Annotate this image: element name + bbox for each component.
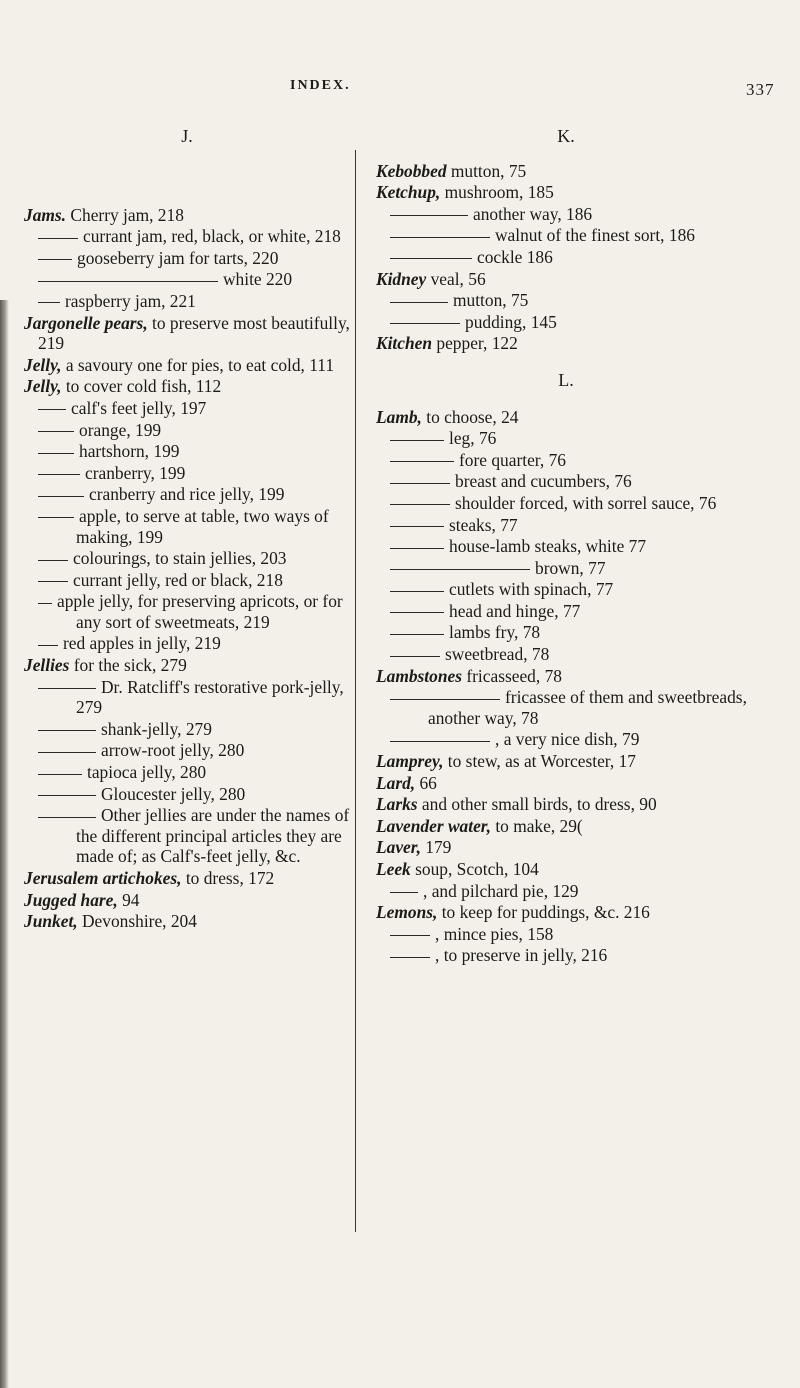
entry-text: to keep for puddings, &c. 216 [437, 902, 650, 923]
ditto-dash [390, 526, 444, 527]
entry-text: to preserve most beautifully, 219 [38, 312, 350, 354]
index-subentry [24, 591, 350, 632]
entry-text: Devonshire, 204 [77, 911, 197, 932]
index-entry [376, 407, 756, 428]
entry-text: shoulder forced, with sorrel sauce, 76 [455, 492, 717, 513]
index-subentry [376, 579, 756, 600]
ditto-dash [390, 892, 418, 893]
index-entry [24, 911, 350, 932]
index-entries-k [376, 161, 756, 354]
entry-text: breast and cucumbers, 76 [455, 471, 632, 492]
index-subentry [376, 687, 756, 728]
entry-heading: Jelly, [24, 354, 62, 375]
index-entry [24, 355, 350, 376]
running-header: INDEX. [290, 78, 351, 93]
entry-text: 179 [420, 837, 452, 858]
index-entry [24, 868, 350, 889]
entry-text: to make, 29( [490, 815, 583, 836]
entry-text: and other small birds, to dress, 90 [417, 794, 657, 815]
entry-text: Gloucester jelly, 280 [101, 783, 246, 804]
index-entry [376, 859, 756, 880]
index-entry [376, 837, 756, 858]
entry-text: a savoury one for pies, to eat cold, 111 [61, 354, 335, 375]
entry-text: calf's feet jelly, 197 [71, 397, 207, 418]
entry-heading: Larks [376, 794, 418, 815]
entry-text: cutlets with spinach, 77 [449, 579, 614, 600]
ditto-dash [38, 259, 72, 260]
ditto-dash [390, 591, 444, 592]
entry-text: mushroom, 185 [440, 182, 554, 203]
ditto-dash [38, 517, 74, 518]
ditto-dash [38, 688, 96, 689]
index-subentry [24, 762, 350, 783]
entry-text: mutton, 75 [453, 290, 529, 311]
entry-heading: Lard, [376, 772, 416, 793]
ditto-dash [38, 581, 68, 582]
index-entry [24, 655, 350, 676]
entry-text: to dress, 172 [181, 868, 275, 888]
section-letter-k: K. [557, 126, 575, 146]
ditto-dash [38, 774, 82, 775]
entry-text: currant jam, red, black, or white, 218 [83, 226, 341, 247]
entry-heading: Jellies [24, 655, 70, 676]
index-subentry [376, 515, 756, 536]
entry-text: red apples in jelly, 219 [63, 633, 221, 654]
entry-text: another way, 186 [473, 203, 593, 224]
index-entry [24, 205, 350, 226]
book-spine-shadow [0, 300, 9, 1388]
ditto-dash [38, 603, 52, 604]
ditto-dash [38, 409, 66, 410]
entry-text: gooseberry jam for tarts, 220 [77, 247, 279, 268]
entry-text: 66 [415, 772, 437, 793]
entry-heading: Jerusalem artichokes, [24, 868, 182, 888]
index-column-right [376, 126, 756, 967]
ditto-dash [38, 453, 74, 454]
index-subentry [376, 558, 756, 579]
entry-text: to choose, 24 [421, 406, 519, 427]
entry-heading: Leek [376, 859, 411, 879]
index-entry [376, 902, 756, 923]
ditto-dash [390, 656, 440, 657]
index-entry [376, 333, 756, 354]
entry-text: to stew, as at Worcester, 17 [443, 751, 636, 772]
entry-text: pepper, 122 [432, 333, 518, 354]
entry-heading: Ketchup, [376, 182, 441, 203]
entry-text: veal, 56 [426, 268, 486, 289]
entry-text: , a very nice dish, 79 [495, 729, 640, 750]
entry-text: currant jelly, red or black, 218 [73, 569, 283, 590]
index-subentry [24, 784, 350, 805]
ditto-dash [390, 302, 448, 303]
index-subentry [376, 644, 756, 665]
entry-heading: Kitchen [376, 333, 433, 354]
entry-text: apple, to serve at table, two ways of making, 199 [76, 505, 329, 547]
page-number: 337 [746, 80, 775, 99]
entry-heading: Lamb, [376, 406, 422, 427]
index-entry [376, 751, 756, 772]
ditto-dash [38, 496, 84, 497]
index-entry [24, 376, 350, 397]
index-subentry [376, 450, 756, 471]
ditto-dash [390, 569, 530, 570]
index-subentry [376, 945, 756, 966]
ditto-dash [38, 281, 218, 282]
index-subentry [376, 622, 756, 643]
ditto-dash [38, 795, 96, 796]
index-entry [376, 794, 756, 815]
index-entry [376, 182, 756, 203]
entry-heading: Laver, [376, 837, 421, 858]
ditto-dash [38, 431, 74, 432]
ditto-dash [38, 560, 68, 561]
ditto-dash [390, 461, 454, 462]
entry-text: walnut of the finest sort, 186 [495, 225, 695, 246]
entry-text: tapioca jelly, 280 [87, 762, 207, 783]
ditto-dash [390, 935, 430, 936]
index-subentry [24, 463, 350, 484]
entry-text: apple jelly, for preserving apricots, or for any sort of sweetmeats, 219 [57, 591, 343, 632]
ditto-dash [390, 215, 468, 216]
index-subentry [376, 601, 756, 622]
ditto-dash [38, 474, 80, 475]
ditto-dash [390, 483, 450, 484]
ditto-dash [390, 548, 444, 549]
entry-text: cockle 186 [477, 246, 553, 267]
entry-text: shank-jelly, 279 [101, 718, 212, 739]
entry-text: hartshorn, 199 [79, 441, 180, 462]
index-subentry [376, 225, 756, 246]
ditto-dash [390, 741, 490, 742]
index-entries-l [376, 407, 756, 966]
entry-text: , mince pies, 158 [435, 923, 554, 944]
entry-text: , and pilchard pie, 129 [423, 880, 579, 901]
ditto-dash [390, 612, 444, 613]
ditto-dash [390, 323, 460, 324]
column-divider [355, 150, 356, 1232]
index-subentry [24, 633, 350, 654]
entry-text: soup, Scotch, 104 [410, 859, 539, 879]
index-subentry [24, 484, 350, 505]
entry-heading: Lemons, [376, 902, 438, 923]
entry-text: orange, 199 [79, 419, 162, 440]
entry-text: colourings, to stain jellies, 203 [73, 548, 287, 569]
index-entry [376, 666, 756, 687]
index-subentry [24, 805, 350, 867]
index-subentry [24, 269, 350, 290]
entry-heading: Jugged hare, [24, 889, 118, 910]
ditto-dash [38, 817, 96, 818]
ditto-dash [390, 258, 472, 259]
index-subentry [24, 548, 350, 569]
entry-text: pudding, 145 [465, 311, 557, 332]
entry-text: to cover cold fish, 112 [61, 376, 222, 397]
index-entry [24, 313, 350, 354]
ditto-dash [38, 645, 58, 646]
index-column-left [24, 126, 350, 933]
entry-text: mutton, 75 [446, 160, 527, 181]
entry-text: leg, 76 [449, 428, 497, 449]
entry-heading: Lamprey, [376, 751, 444, 772]
entry-text: Cherry jam, 218 [66, 204, 184, 225]
index-entry [24, 890, 350, 911]
entry-text: fore quarter, 76 [459, 449, 566, 470]
index-subentry [24, 226, 350, 247]
entry-text: fricassee of them and sweetbreads, another way, 78 [428, 687, 747, 728]
entry-heading: Jargonelle pears, [24, 312, 148, 333]
entry-heading: Jams. [24, 204, 67, 225]
index-subentry [24, 291, 350, 312]
index-entry [376, 161, 756, 182]
entry-text: cranberry, 199 [85, 462, 186, 483]
ditto-dash [390, 699, 500, 700]
section-letter-j: J. [181, 126, 193, 146]
ditto-dash [390, 957, 430, 958]
entry-text: 94 [117, 889, 140, 910]
entry-text: Other jellies are under the names of the different principal articles they are made of; as Calf's-feet jelly, &c. [76, 805, 350, 867]
index-subentry [24, 677, 350, 718]
index-subentry [376, 204, 756, 225]
entry-text: , to preserve in jelly, 216 [435, 945, 608, 966]
entry-text: steaks, 77 [449, 514, 518, 535]
index-subentry [376, 881, 756, 902]
entry-text: fricasseed, 78 [462, 665, 562, 686]
index-subentry [376, 312, 756, 333]
ditto-dash [38, 730, 96, 731]
ditto-dash [390, 237, 490, 238]
entry-text: head and hinge, 77 [449, 600, 581, 621]
index-subentry [376, 536, 756, 557]
index-subentry [376, 729, 756, 750]
section-letter-l: L. [558, 369, 574, 390]
ditto-dash [38, 238, 78, 239]
index-subentry [376, 428, 756, 449]
ditto-dash [38, 752, 96, 753]
entry-text: white 220 [223, 269, 293, 290]
entry-text: house-lamb steaks, white 77 [449, 536, 647, 557]
index-subentry [24, 420, 350, 441]
entry-heading: Lambstones [376, 665, 462, 686]
index-subentry [24, 740, 350, 761]
index-subentry [24, 570, 350, 591]
ditto-dash [38, 302, 60, 303]
entry-text: sweetbread, 78 [445, 644, 550, 665]
index-subentry [376, 247, 756, 268]
index-subentry [376, 471, 756, 492]
entry-text: brown, 77 [535, 557, 606, 578]
index-subentry [24, 398, 350, 419]
ditto-dash [390, 634, 444, 635]
entry-heading: Jelly, [24, 376, 62, 397]
entry-text: cranberry and rice jelly, 199 [89, 484, 285, 505]
index-entry [376, 269, 756, 290]
index-subentry [376, 290, 756, 311]
index-entry [376, 816, 756, 837]
index-entries-j [24, 205, 350, 932]
entry-text: raspberry jam, 221 [65, 290, 196, 311]
index-subentry [24, 248, 350, 269]
index-subentry [24, 441, 350, 462]
entry-text: lambs fry, 78 [449, 622, 541, 643]
index-subentry [376, 924, 756, 945]
entry-heading: Kebobbed [376, 160, 447, 181]
entry-text: for the sick, 279 [69, 655, 187, 676]
ditto-dash [390, 440, 444, 441]
ditto-dash [390, 504, 450, 505]
entry-heading: Junket, [24, 911, 78, 932]
entry-heading: Kidney [376, 268, 427, 289]
index-subentry [24, 506, 350, 547]
entry-text: arrow-root jelly, 280 [101, 740, 245, 761]
entry-text: Dr. Ratcliff's restorative pork-jelly, 279 [76, 676, 344, 718]
index-subentry [24, 719, 350, 740]
entry-heading: Lavender water, [376, 815, 491, 836]
index-entry [376, 773, 756, 794]
index-subentry [376, 493, 756, 514]
